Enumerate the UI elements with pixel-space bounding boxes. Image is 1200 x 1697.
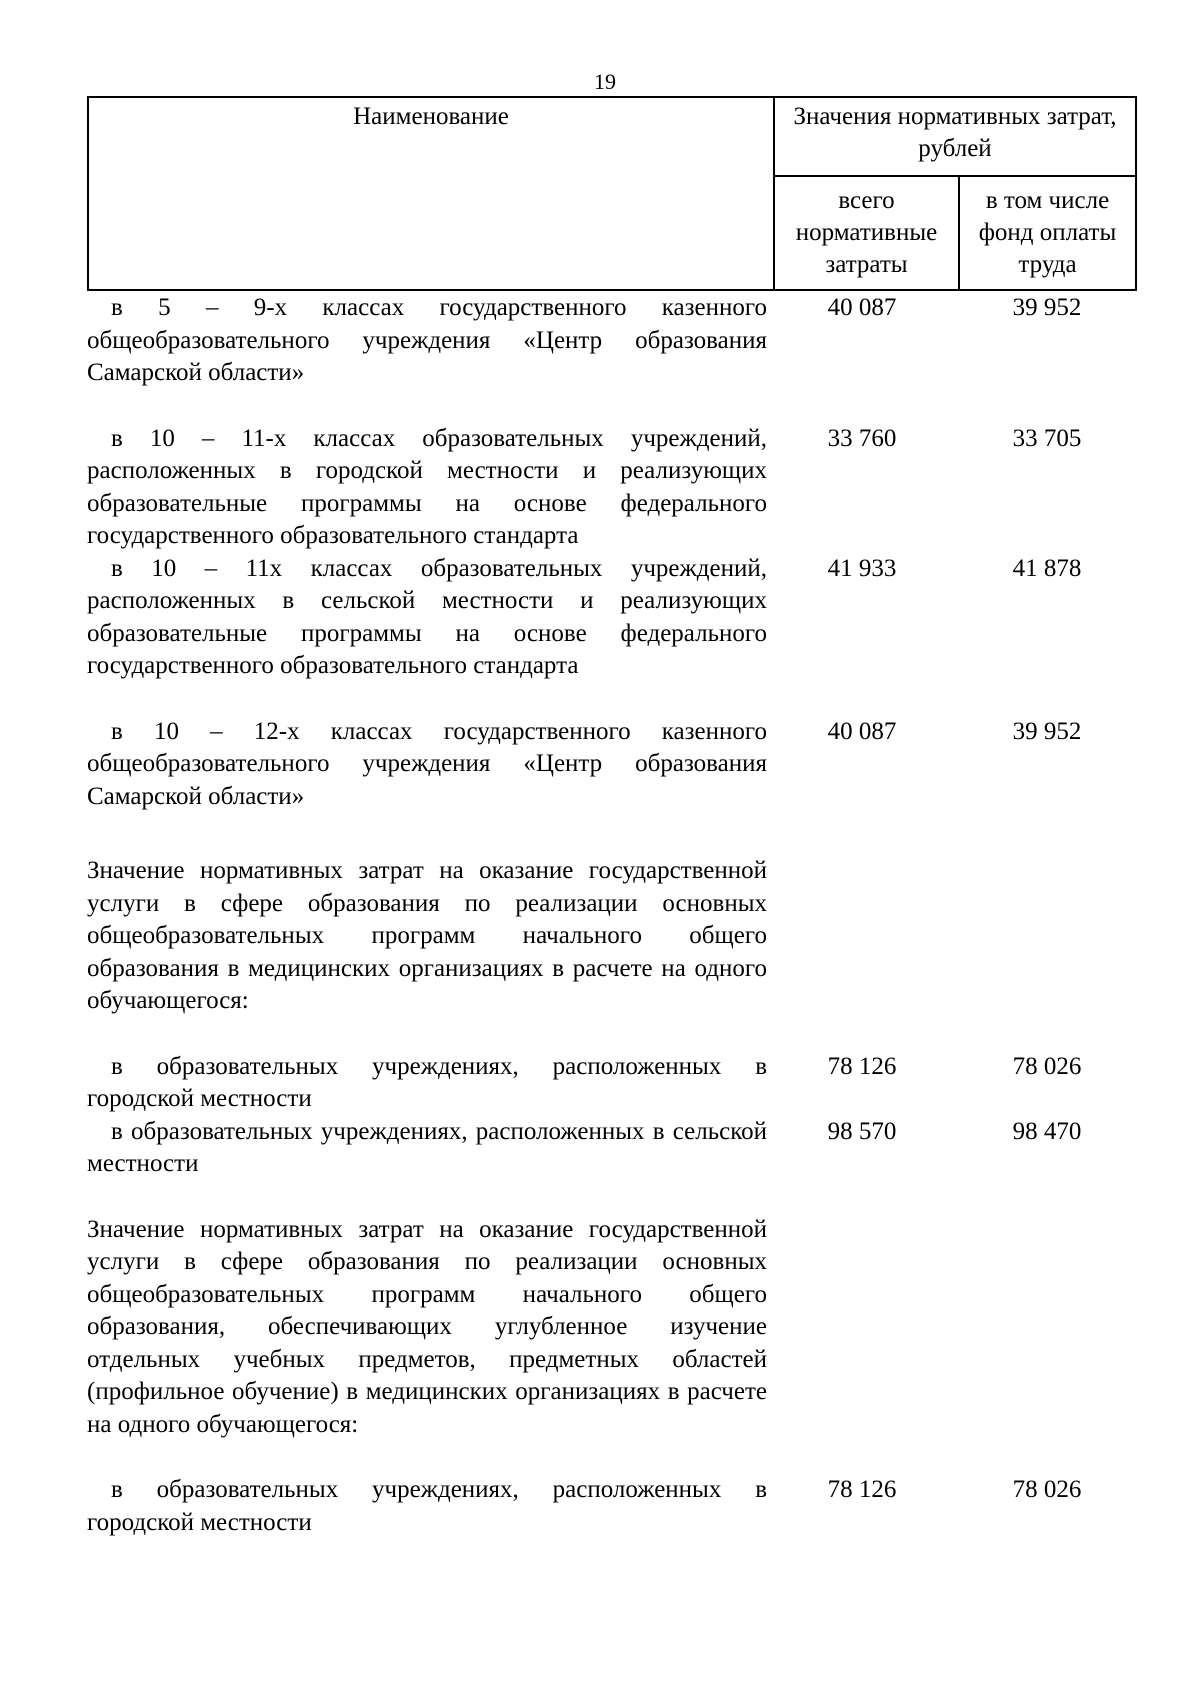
row-label: в 10 – 11х классах образовательных учреждений, расположенных в сельской местности и реализующих образовательные программы на основе федерального государственного образовательного стандарта <box>87 554 767 679</box>
table-row <box>87 1051 1137 1116</box>
page-number: 19 <box>594 69 616 94</box>
row-total-value: 98 570 <box>827 1117 897 1145</box>
column-header-name: Наименование <box>88 97 774 290</box>
column-header-values: Значения нормативных затрат, рублей <box>774 97 1136 176</box>
row-payroll-value: 39 952 <box>1012 717 1082 745</box>
row-payroll-value: 33 705 <box>1012 424 1082 452</box>
row-label: в 5 – 9-х классах государственного казенного общеобразовательного учреждения «Центр образования Самарской области» <box>87 294 767 386</box>
table-row-section-heading <box>87 1214 1137 1442</box>
row-payroll-value: 39 952 <box>1012 294 1082 321</box>
row-total-value: 40 087 <box>827 717 897 745</box>
row-total-value: 40 087 <box>827 294 897 321</box>
row-total-value: 78 126 <box>827 1052 897 1080</box>
column-header-payroll: в том числе фонд оплаты труда <box>959 176 1136 290</box>
row-total-value: 78 126 <box>827 1476 897 1503</box>
row-payroll-value: 78 026 <box>1012 1052 1082 1080</box>
section-heading-profile-medical: Значение нормативных затрат на оказание государственной услуги в сфере образования по реализации основных общеобразовательных программ начального общего образования, обеспечивающих углубленное изучение отдельных учебных предметов, предметных областей (профильное обучение) в медицинских организациях в расчете на одного обучающегося: <box>87 1215 767 1438</box>
table-row <box>87 1116 1137 1181</box>
row-total-value: 33 760 <box>827 424 897 452</box>
table-row <box>87 1474 1137 1539</box>
table-row <box>87 292 1137 390</box>
row-label: в образовательных учреждениях, расположенных в городской местности <box>87 1476 767 1536</box>
column-header-total: всего нормативные затраты <box>774 176 959 290</box>
row-payroll-value: 41 878 <box>1012 554 1082 582</box>
row-payroll-value: 98 470 <box>1012 1117 1082 1145</box>
table-row <box>87 423 1137 553</box>
table-header <box>87 96 1137 291</box>
section-heading-primary-medical: Значение нормативных затрат на оказание государственной услуги в сфере образования по реализации основных общеобразовательных программ начального общего образования в медицинских организациях в расчете на одного обучающегося: <box>87 857 767 1014</box>
table-row-section-heading <box>87 855 1137 1018</box>
row-total-value: 41 933 <box>827 554 897 582</box>
row-label: в 10 – 11-х классах образовательных учреждений, расположенных в городской местности и реализующих образовательные программы на основе федерального государственного образовательного стандарта <box>87 424 767 549</box>
table-body <box>87 292 1137 1539</box>
table-row <box>87 553 1137 683</box>
row-label: в 10 – 12-х классах государственного казенного общеобразовательного учреждения «Центр образования Самарской области» <box>87 717 767 810</box>
row-label: в образовательных учреждениях, расположенных в городской местности <box>87 1052 767 1112</box>
table-row <box>87 716 1137 814</box>
row-label: в образовательных учреждениях, расположенных в сельской местности <box>87 1117 767 1177</box>
row-payroll-value: 78 026 <box>1012 1476 1082 1503</box>
